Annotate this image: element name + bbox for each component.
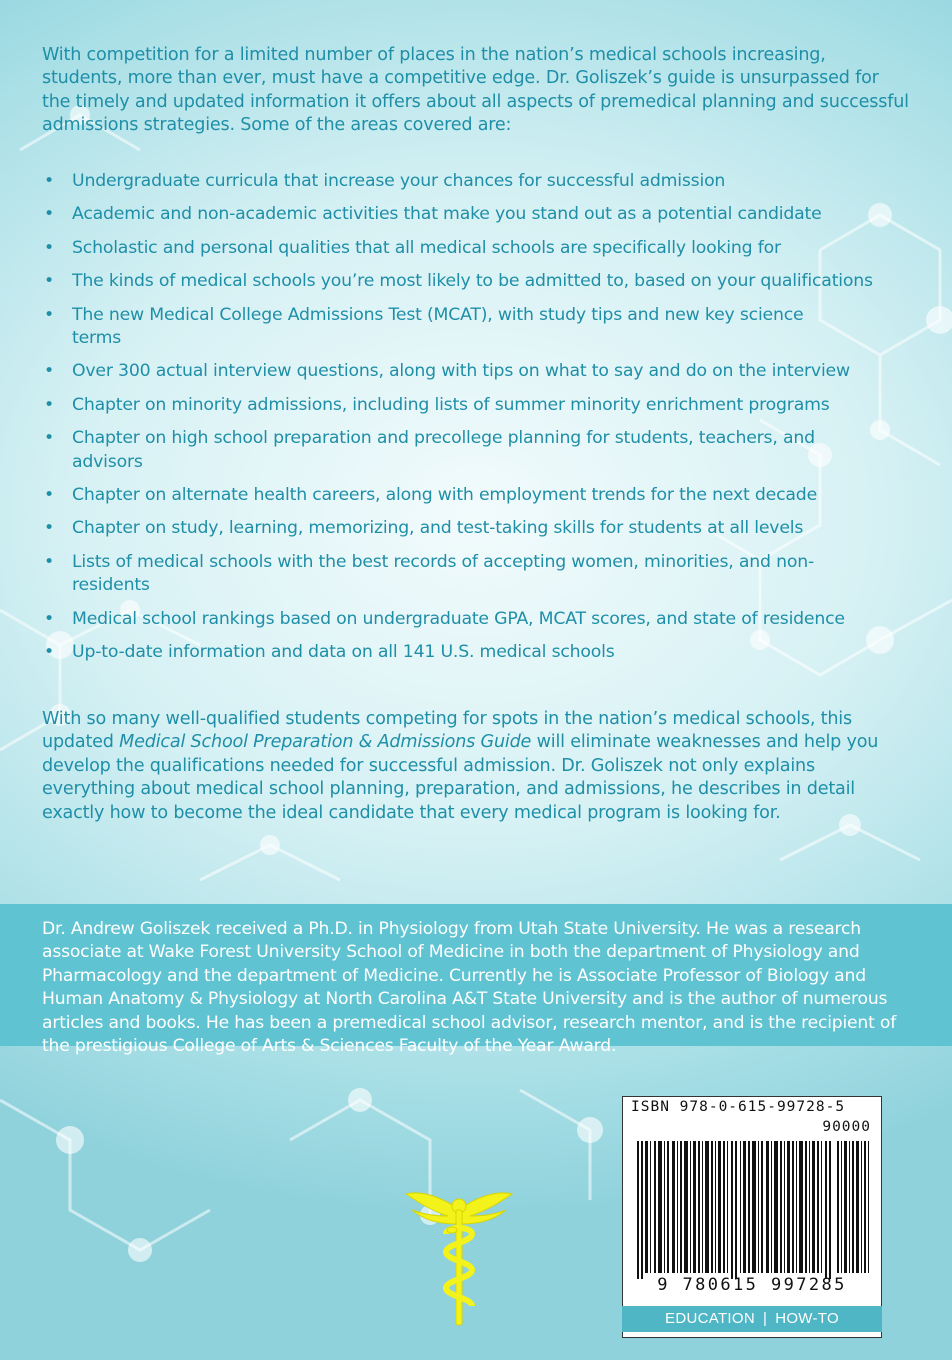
bullet-icon: • [44, 271, 54, 292]
bullet-icon: • [44, 394, 54, 415]
bullet-icon: • [44, 171, 54, 191]
category-secondary: HOW-TO [775, 1310, 839, 1327]
bullet-icon: • [44, 485, 54, 506]
ean-digits: 9 780615 997285 [657, 1275, 847, 1295]
barcode-bars [623, 1097, 881, 1337]
bullet-icon: • [44, 237, 54, 258]
topics-list [42, 170, 910, 675]
list-item: • Up-to-date information and data on all 141 U.S. medical schools [42, 641, 910, 664]
author-bio: Dr. Andrew Goliszek received a Ph.D. in Physiology from Utah State University. He was a research associate at Wake Forest University School of Medicine in both the department of Physiology and Pharmacology and the department of Medicine. Currently he is Associate Professor of Biology and Human Anatomy & Physiology at North Carolina A&T State University and is the author of numerous articles and books. He has been a premedical school advisor, research mentor, and is the recipient of the prestigious College of Arts & Sciences Faculty of the Year Award. [42, 919, 897, 1057]
bullet-icon: • [44, 304, 54, 325]
category-primary: EDUCATION [665, 1310, 755, 1327]
category-bar [622, 1306, 882, 1332]
list-item: • The new Medical College Admissions Test (MCAT), with study tips and new key science terms [44, 304, 804, 349]
price-code: 90000 [822, 1119, 871, 1135]
list-item: • Medical school rankings based on undergraduate GPA, MCAT scores, and state of residence [42, 608, 910, 631]
bullet-icon: • [44, 428, 54, 449]
intro-paragraph: With competition for a limited number of places in the nation’s medical schools increasing, students, more than ever, must have a competitive edge. Dr. Goliszek’s guide is unsurpassed for the timely and updated information it offers about all aspects of premedical planning and successful admissions strategies. Some of the areas covered are: [42, 45, 909, 136]
book-title: Medical School Preparation & Admissions Guide [119, 732, 532, 753]
list-item: • The kinds of medical schools you’re most likely to be admitted to, based on your qualifications [42, 270, 910, 293]
list-item: • Chapter on high school preparation and precollege planning for students, teachers, and advisors [44, 428, 815, 472]
list-item: • Chapter on study, learning, memorizing, and test-taking skills for students at all levels [42, 517, 910, 540]
list-item: • Academic and non-academic activities that make you stand out as a potential candidate [42, 203, 910, 226]
bullet-icon: • [44, 642, 54, 663]
bullet-icon: • [44, 551, 54, 572]
isbn-label: ISBN 978-0-615-99728-5 [631, 1099, 846, 1115]
list-item: • Undergraduate curricula that increase your chances for successful admission [42, 170, 910, 193]
closing-paragraph: With so many well-qualified students competing for spots in the nation’s medical schools, this updated Medical School Preparation & Admissions Guide will eliminate weaknesses and help you develop the qualifications needed for successful admission. Dr. Goliszek not only explains everything about medical school planning, preparation, and admissions, he describes in detail exactly how to become the ideal candidate that every medical program is looking for. [42, 709, 879, 823]
category-separator: | [762, 1310, 768, 1327]
list-item: • Over 300 actual interview questions, along with tips on what to say and do on the interview [42, 360, 910, 383]
bullet-icon: • [44, 361, 54, 382]
bullet-icon: • [44, 204, 54, 225]
list-item: • Chapter on minority admissions, including lists of summer minority enrichment programs [42, 394, 910, 417]
isbn-barcode [622, 1096, 882, 1338]
bullet-icon: • [44, 608, 54, 629]
bullet-icon: • [44, 518, 54, 539]
list-item: • Scholastic and personal qualities that all medical schools are specifically looking for [42, 237, 910, 260]
list-item: • Chapter on alternate health careers, along with employment trends for the next decade [42, 484, 910, 507]
list-item: • Lists of medical schools with the best records of accepting women, minorities, and non-residents [44, 551, 814, 596]
caduceus-icon [404, 1180, 514, 1330]
